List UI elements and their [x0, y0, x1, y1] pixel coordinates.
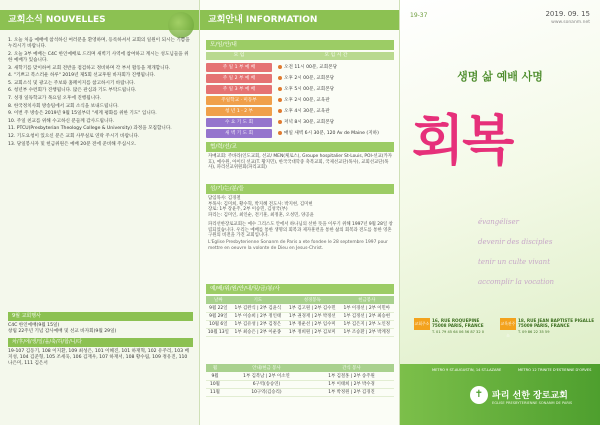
- meal-table: [206, 364, 394, 397]
- notice-item: 5. 교회소식 및 광고는 주보와 홈페이지를 참고하시기 바랍니다.: [8, 80, 136, 86]
- servant-line: 부목사: 김미희, 황수혁, 박지혜 전도사: 박지현, 김미현: [208, 201, 313, 207]
- duty-cell-reading: 1부 정운선 | 2부 임수미: [285, 320, 339, 328]
- worship-row: [206, 128, 394, 139]
- metro-info: METRO 9 ST-AUGUSTIN, 14 ST-LAZARE: [432, 368, 502, 372]
- event-item: 창립 22주년 기념 감사예배 및 선교 바자회(9월 29일): [8, 329, 117, 334]
- education-phone: T. 09 86 22 35 59: [518, 330, 550, 334]
- worship-time-text: 저녁 8시 30분, 교회본당: [284, 120, 335, 125]
- vision-text-fr: L'Eglise Presbyterienne Sonanm de Paris a ete fondee le 28 septembre 1997 pour mettre en oeuvre la volonte de Dieu en Jesus-Christ.: [208, 240, 388, 251]
- notice-item: 10. 주일 친교를 위해 수고하신 분들께 감사드립니다.: [8, 118, 115, 124]
- worship-label: 청 년 1 · 2 부: [206, 107, 272, 116]
- meal-cell-guide: 10구역(김승리): [224, 388, 309, 396]
- worship-time: [278, 117, 334, 128]
- meal-cell-snack: 1부 이태희 | 2부 박수경: [309, 380, 394, 388]
- worship-time: [278, 73, 334, 84]
- servant-line: 담임목사: 김경철: [208, 196, 241, 201]
- mission-heading: 협/력/선/교: [206, 142, 394, 152]
- church-phone: T. 01 79 45 64 06 56 87 32 0: [432, 330, 485, 334]
- notice-item: 6. 청년부 수련회가 진행됩니다. 많은 관심과 기도 부탁드립니다.: [8, 88, 137, 94]
- church-name: 파리 선한 장로교회: [492, 391, 568, 401]
- clock-icon: [278, 131, 282, 135]
- duty-cell-reading: 1부 김고원 | 2부 김수민: [285, 304, 339, 312]
- event-item: C4C 한인예배(9월 15일): [8, 323, 60, 328]
- duty-cell-date: 9월 22일: [206, 304, 231, 312]
- duty-heading: 예/배/위/원/안/내/및/금/봉/사: [206, 284, 394, 294]
- notice-item: 8. 한국정치사회 방송팀에서 교회 소식을 보내드립니다.: [8, 103, 119, 109]
- theme-title: 생명 삶 예배 사명: [457, 70, 543, 83]
- meal-cell-month: 9월: [206, 372, 224, 380]
- church-logo-icon: ✝: [470, 386, 488, 404]
- table-row: [206, 372, 394, 380]
- vocation-line: évangéliser: [478, 218, 519, 226]
- meal-cell-month: 11월: [206, 388, 224, 396]
- address-line: 75009 PARIS, FRANCE: [518, 323, 570, 329]
- notice-item: 2. 오늘 3부 예배는 C4C 한인예배로 드리며 새벽기 사역에 참여하고 계시는 성도님들을 위한 예배가 있습니다.: [8, 51, 189, 63]
- duty-cell-offering: 1부 김정선 | 2부 최승현: [340, 312, 394, 320]
- worship-label: 주일학교 · 미동부: [206, 96, 272, 105]
- worship-time-text: 오후 2시 00분, 교육관: [284, 98, 330, 103]
- table-row: [206, 328, 394, 336]
- notice-item: 12. 기도요청이 있으신 분은 교회 사무실로 연락 주시기 바랍니다.: [8, 133, 140, 139]
- duty-cell-reading: 1부 정희원 | 2부 김보미: [285, 328, 339, 336]
- worship-col-time: 모 임 시 간: [324, 53, 348, 58]
- info-title: 교회안내 INFORMATION: [208, 15, 318, 25]
- worship-time-text: 오후 5시 00분, 교회본당: [284, 87, 335, 92]
- church-address-tag: 교회주소: [414, 318, 430, 330]
- worship-row: [206, 117, 394, 128]
- worship-label: 새 벽 기 도 회: [206, 129, 272, 138]
- worship-label: 주 일 3 부 예 배: [206, 85, 272, 94]
- meal-cell-guide: 6구역(송승연): [224, 380, 309, 388]
- duty-cell-reading: 1부 권경재 | 2부 박정선: [285, 312, 339, 320]
- duty-col-prayer: 기도: [231, 296, 285, 304]
- meal-col-month: 월: [206, 364, 224, 372]
- duty-table: [206, 296, 394, 337]
- duty-cell-offering: 1부 김은지 | 2부 노인정: [340, 320, 394, 328]
- duty-col-date: 날짜: [206, 296, 231, 304]
- notice-item: 3. 새학기를 맞이하여 교회 전반을 점검하고 정비하며 각 부서 활동을 재개합니다.: [8, 65, 171, 71]
- servants-list: [208, 196, 393, 218]
- duty-cell-date: 9월 29일: [206, 312, 231, 320]
- clock-icon: [278, 76, 282, 80]
- table-row: [206, 304, 394, 312]
- church-name-fr: EGLISE PRESBYTERIENNE SONANM DE PARIS: [492, 401, 573, 405]
- worship-time: [278, 62, 337, 73]
- worship-heading: 모/임/안/내: [206, 40, 394, 50]
- meal-col-snack: 간식 봉사: [309, 364, 394, 372]
- website-url[interactable]: www.sonanm.net: [551, 20, 590, 25]
- leaf-icon: [168, 12, 194, 38]
- worship-time-text: 오전 11시 00분, 교회본당: [284, 65, 338, 70]
- events-heading: 9월 교회행사: [8, 312, 193, 321]
- servant-line: 장로: 1부 장윤주, 2부 이승민, 김성국(부): [208, 207, 288, 213]
- vocation-line: tenir un culte vivant: [478, 258, 551, 266]
- meal-cell-month: 10월: [206, 380, 224, 388]
- worship-row: [206, 95, 394, 106]
- worship-time-text: 오후 2시 00분, 교회본당: [284, 76, 335, 81]
- meal-cell-snack: 1부 박정원 | 2부 김경진: [309, 388, 394, 396]
- duty-cell-prayer: 1부 이승희 | 2부 정인태: [231, 312, 285, 320]
- clock-icon: [278, 120, 282, 124]
- cover-title: 회복: [412, 108, 513, 172]
- vision-text: 파리선한장로교회는 예수 그리스도 안에서 하나님의 선한 뜻을 이루기 위해 1997년 9월 28일 창립되었습니다. 우리는 예배를 통한 생명의 회복과 제자훈련을 통한 삶의 회복과 전도를 통한 영혼 구원의 비전을 가진 교회입니다.: [208, 222, 393, 239]
- table-row: [206, 388, 394, 396]
- address-line: 75008 PARIS, FRANCE: [432, 323, 484, 329]
- duty-cell-offering: 1부 조승환 | 2부 박계정: [340, 328, 394, 336]
- notice-list: [8, 38, 193, 149]
- servants-heading: 섬/기/는/분/들: [206, 184, 394, 194]
- meal-cell-snack: 1부 김철홍 | 2부 송주원: [309, 372, 394, 380]
- bulletin-date: 2019. 09. 15: [545, 10, 590, 18]
- worship-time-text: 오후 4시 30분, 교육관: [284, 109, 330, 114]
- notice-item: 13. 당일봉사자 및 헌금위원은 예배 20분 전에 준비해 주십시오.: [8, 141, 137, 147]
- table-row: [206, 312, 394, 320]
- issue-number: 19-37: [410, 12, 428, 19]
- table-row: [206, 320, 394, 328]
- duty-col-offering: 헌금봉사: [340, 296, 394, 304]
- worship-label: 주 일 2 부 예 배: [206, 74, 272, 83]
- meal-cell-guide: 1부 김복남 | 2부 이소연: [224, 372, 309, 380]
- notice-item: 1. 오늘 처음 예배에 참석하신 여러분을 환영하며, 등록하셔서 교회의 일원이 되시는 기쁨을 누리시기 바랍니다.: [8, 38, 190, 50]
- vocation-line: accomplir la vocation: [478, 278, 555, 286]
- worship-row: [206, 62, 394, 73]
- worship-row: [206, 73, 394, 84]
- church-address: [432, 318, 484, 329]
- worship-time: [278, 128, 379, 139]
- education-address-tag: 교육관주소: [500, 318, 516, 330]
- news-title: 교회소식 NOUVELLES: [8, 15, 106, 25]
- clock-icon: [278, 98, 282, 102]
- worship-label: 수 요 기 도 회: [206, 118, 272, 127]
- mission-text: 자매교회: 주바라(인도교회, 선교/ MEN(체로스), Groupe hospitalier St-Louis, POI-선교(카자흐), 예수원, 아이티 선교(T. 황지민), 한국국대학중 축복교회, 국제선교단(목사), 교회선교단(목사), 파리선교위원회(파리교회): [208, 154, 393, 171]
- clock-icon: [278, 109, 282, 113]
- duty-cell-prayer: 1부 김유성 | 2부 김정은: [231, 320, 285, 328]
- metro-info: METRO 12 TRINITE D'ESTIENNE D'ORVES: [518, 368, 592, 372]
- worship-row: [206, 84, 394, 95]
- address-line: 18, RUE JEAN BAPTISTE PIGALLE: [518, 318, 595, 323]
- birthday-text: 19-107 김동기, 108 이지환, 109 최성은, 101 이혜진, 101 하재혁, 102 유주리, 103 배지성, 104 김준형, 105 조세욱, 106 김재우, 107 하재서, 108 황수림, 109 정유진, 110 나은미, 111 김은서: [8, 349, 189, 366]
- servant-line: 파리는: 김미인, 최인순, 전기훈, 최정훈, 오성민, 양공윤: [208, 212, 314, 218]
- worship-colhead: [206, 52, 394, 60]
- meal-col-guide: 안내/현금 봉사: [224, 364, 309, 372]
- news-band: [0, 10, 200, 30]
- duty-cell-date: 10월 6일: [206, 320, 231, 328]
- table-row: [206, 380, 394, 388]
- info-column: [200, 0, 400, 425]
- news-column: [0, 0, 200, 425]
- duty-cell-offering: 1부 이경선 | 2부 이민아: [340, 304, 394, 312]
- duty-cell-prayer: 1부 김완식 | 2부 김윤식: [231, 304, 285, 312]
- duty-col-reading: 성경봉독: [285, 296, 339, 304]
- duty-cell-date: 10월 13일: [207, 330, 229, 335]
- worship-time: [278, 95, 330, 106]
- notice-item: 9. 이번 주 방송은 2019년 9월 15일부터 "세계 평화를 위한 기도" 입니다.: [8, 111, 157, 117]
- notice-item: 7. 성경 일독학교가 목요일 오후에 진행됩니다.: [8, 95, 102, 101]
- events-list: [8, 323, 193, 335]
- worship-time: [278, 84, 334, 95]
- birthday-heading: 차/후/에/생/일/을/축/하/합/니/다: [8, 338, 193, 347]
- duty-cell-prayer: 1부 최승은 | 2부 이운종: [231, 328, 285, 336]
- education-address: [518, 318, 594, 329]
- address-line: 16, RUE ROQUEPINE: [432, 318, 480, 323]
- notice-item: 11. PTCU(Presbyterian Theology College & University) 과정을 모집합니다.: [8, 126, 172, 132]
- worship-row: [206, 106, 394, 117]
- worship-time: [278, 106, 330, 117]
- info-band: [200, 10, 400, 30]
- cover-column: [400, 0, 600, 425]
- clock-icon: [278, 87, 282, 91]
- worship-label: 주 일 1 부 예 배: [206, 63, 272, 72]
- worship-time-text: 매일 새벽 6시 30분, 120 Av de Maine (지하): [284, 131, 379, 136]
- clock-icon: [278, 65, 282, 69]
- vocation-line: devenir des disciples: [478, 238, 553, 246]
- worship-col-meeting: 모 임: [233, 53, 245, 58]
- notice-item: 4. "기쁘고 복스러운 하루" 2019년 제5회 선교후원 바자회가 진행됩니다.: [8, 73, 156, 79]
